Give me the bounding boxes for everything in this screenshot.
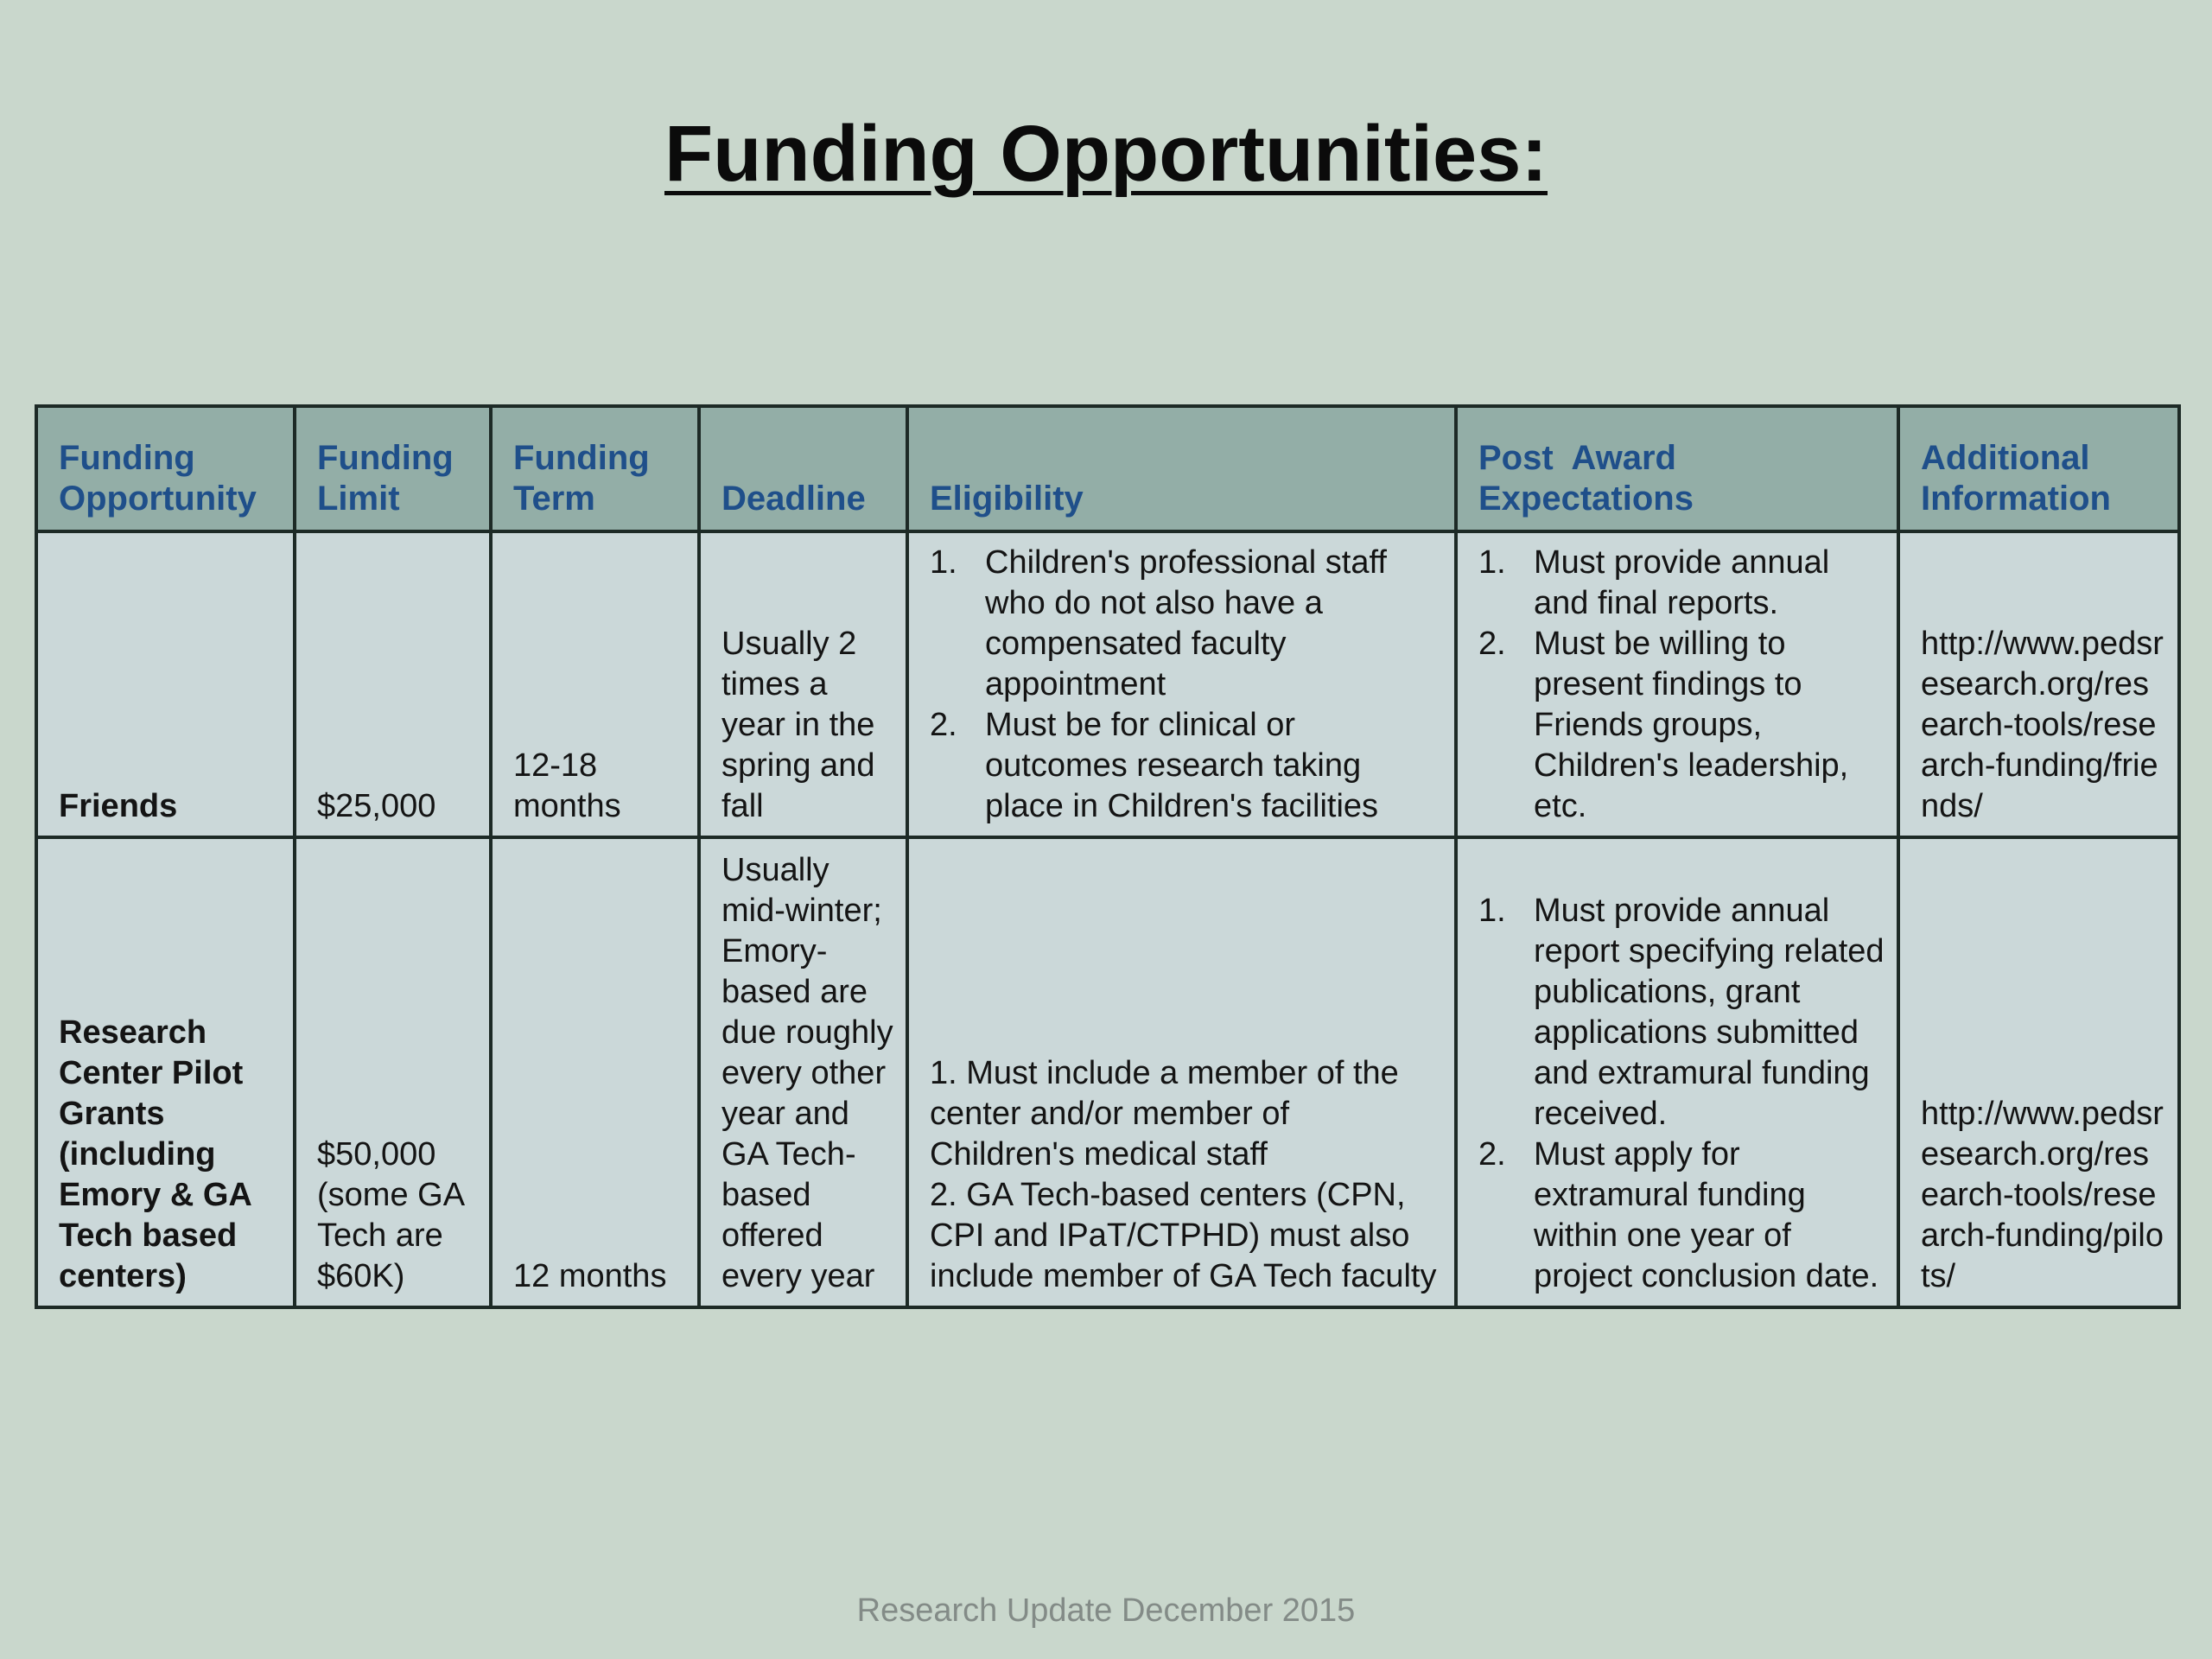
list-text: Must be for clinical or outcomes research taking place in Children's facilities	[985, 707, 1379, 824]
list-text: Must apply for extramural funding within one year of project conclusion date.	[1534, 1136, 1879, 1294]
deadline-cell: Usually mid-winter; Emory-based are due roughly every other year and GA Tech-based offered every year	[699, 837, 907, 1307]
header-funding-term: Funding Term	[491, 406, 699, 531]
list-item	[1478, 543, 1885, 624]
list-item	[1478, 1135, 1885, 1297]
list-text: Must provide annual report specifying related publications, grant applications submitted and extramural funding received.	[1534, 893, 1885, 1132]
list-text: Children's professional staff who do not also have a compensated faculty appointment	[985, 544, 1387, 702]
term-cell: 12-18 months	[491, 531, 699, 837]
limit-cell: $25,000	[295, 531, 491, 837]
expectations-cell	[1456, 837, 1898, 1307]
header-additional-information: Additional Information	[1898, 406, 2179, 531]
list-item	[930, 543, 1442, 705]
list-number: 1.	[1478, 544, 1506, 581]
term-cell: 12 months	[491, 837, 699, 1307]
expectations-cell	[1456, 531, 1898, 837]
opportunity-cell: Friends	[36, 531, 295, 837]
eligibility-line: 1. Must include a member of the center and/or member of Children's medical staff	[930, 1055, 1399, 1173]
header-deadline: Deadline	[699, 406, 907, 531]
list-number: 1.	[930, 544, 957, 581]
eligibility-cell	[907, 531, 1456, 837]
funding-table	[35, 404, 2181, 1309]
list-number: 1.	[1478, 893, 1506, 929]
list-number: 2.	[930, 707, 957, 743]
expectations-list	[1478, 891, 1885, 1297]
list-text: Must provide annual and final reports.	[1534, 544, 1830, 621]
info-url[interactable]: http://www.pedsresearch.org/research-tools/research-funding/friends/	[1898, 531, 2179, 837]
header-funding-limit: Funding Limit	[295, 406, 491, 531]
expectations-list	[1478, 543, 1885, 827]
table-row	[36, 531, 2179, 837]
footer-text: Research Update December 2015	[856, 1592, 1356, 1629]
header-post-award-expectations: Post Award Expectations	[1456, 406, 1898, 531]
list-number: 2.	[1478, 1136, 1506, 1173]
header-eligibility: Eligibility	[907, 406, 1456, 531]
list-item	[1478, 891, 1885, 1135]
table-header-row	[36, 406, 2179, 531]
deadline-cell: Usually 2 times a year in the spring and fall	[699, 531, 907, 837]
list-number: 2.	[1478, 626, 1506, 662]
list-text: Must be willing to present findings to Friends groups, Children's leadership, etc.	[1534, 626, 1849, 824]
table-row	[36, 837, 2179, 1307]
list-item	[1478, 624, 1885, 827]
list-item	[930, 705, 1442, 827]
header-funding-opportunity: Funding Opportunity	[36, 406, 295, 531]
slide-title: Funding Opportunities:	[664, 110, 1548, 198]
opportunity-cell: Research Center Pilot Grants (including Emory & GA Tech based centers)	[36, 837, 295, 1307]
eligibility-list	[930, 543, 1442, 827]
eligibility-line: 2. GA Tech-based centers (CPN, CPI and IPaT/CTPHD) must also include member of GA Tech faculty	[930, 1177, 1437, 1294]
limit-cell: $50,000 (some GA Tech are $60K)	[295, 837, 491, 1307]
info-url[interactable]: http://www.pedsresearch.org/research-tools/research-funding/pilots/	[1898, 837, 2179, 1307]
eligibility-cell	[907, 837, 1456, 1307]
